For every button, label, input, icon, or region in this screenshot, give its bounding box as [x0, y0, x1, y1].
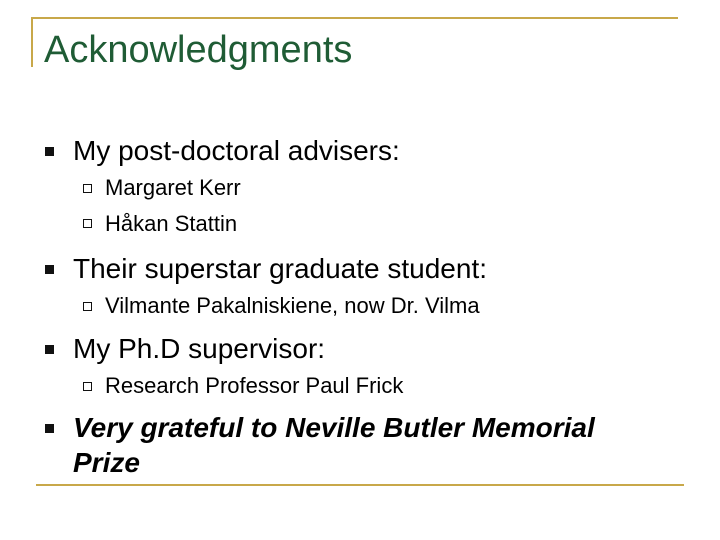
bullet-square-icon	[45, 265, 54, 274]
bullet-text: My post-doctoral advisers:	[73, 135, 400, 166]
bullet-square-icon	[45, 147, 54, 156]
subitem-text: Håkan Stattin	[105, 211, 238, 236]
hollow-square-icon	[83, 184, 92, 193]
bullet-text-continued: Prize	[73, 447, 140, 478]
subitem-text: Research Professor Paul Frick	[105, 373, 404, 398]
hollow-square-icon	[83, 219, 92, 228]
bullet-square-icon	[45, 345, 54, 354]
left-rule	[31, 17, 33, 67]
bullet-square-icon	[45, 424, 54, 433]
bullet-text: My Ph.D supervisor:	[73, 333, 326, 364]
subitem-text: Vilmante Pakalniskiene, now Dr. Vilma	[105, 293, 480, 318]
top-rule	[31, 17, 678, 19]
bullet-text: Their superstar graduate student:	[73, 253, 488, 284]
hollow-square-icon	[83, 302, 92, 311]
bullet-text: Very grateful to Neville Butler Memorial	[73, 412, 595, 443]
subitem-text: Margaret Kerr	[105, 175, 241, 200]
bottom-rule	[36, 484, 684, 486]
hollow-square-icon	[83, 382, 92, 391]
slide-title: Acknowledgments	[44, 29, 353, 71]
